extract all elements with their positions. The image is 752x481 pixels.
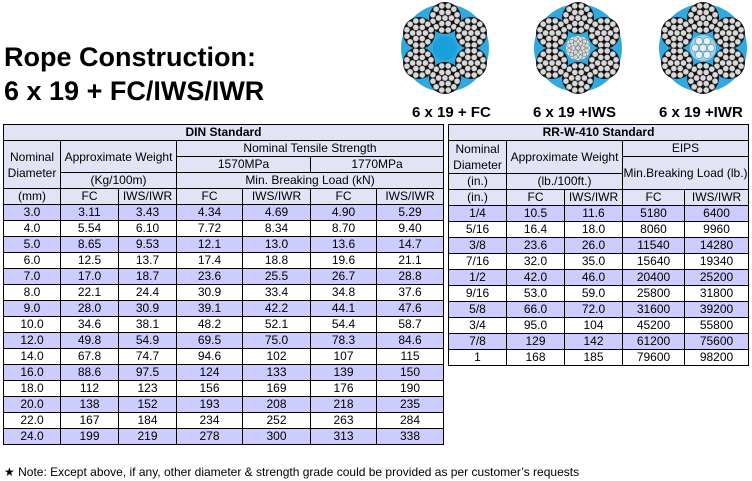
table-cell: 98200 xyxy=(685,350,749,366)
table-cell: 139 xyxy=(311,365,377,381)
table-cell: 313 xyxy=(311,429,377,445)
table-cell: 38.1 xyxy=(119,317,177,333)
din-col-fc: FC xyxy=(61,189,119,205)
table-row xyxy=(4,365,444,381)
table-cell: 218 xyxy=(311,397,377,413)
table-cell: 61200 xyxy=(623,334,685,350)
table-cell: 5180 xyxy=(623,206,685,222)
table-cell: 10.0 xyxy=(4,317,61,333)
table-cell: 4.90 xyxy=(311,205,377,221)
star-icon: ★ xyxy=(4,465,15,479)
rrw-table-body xyxy=(449,206,749,366)
table-cell: 25200 xyxy=(685,270,749,286)
table-row xyxy=(4,381,444,397)
table-cell: 10.5 xyxy=(507,206,565,222)
table-cell: 13.6 xyxy=(311,237,377,253)
table-row xyxy=(4,269,444,285)
table-cell: 123 xyxy=(119,381,177,397)
table-row xyxy=(449,350,749,366)
rope-iws-caption: 6 x 19 +IWS xyxy=(533,104,616,121)
table-cell: 1/2 xyxy=(449,270,507,286)
rrw-col-iws: IWS/IWR xyxy=(685,190,749,206)
table-cell: 13.7 xyxy=(119,253,177,269)
table-cell: 4.0 xyxy=(4,221,61,237)
table-row xyxy=(4,317,444,333)
table-cell: 30.9 xyxy=(177,285,243,301)
table-cell: 219 xyxy=(119,429,177,445)
table-cell: 235 xyxy=(377,397,444,413)
rrw410-standard-table xyxy=(448,124,749,366)
table-cell: 47.6 xyxy=(377,301,444,317)
table-cell: 54.9 xyxy=(119,333,177,349)
rrw-weight-unit: (lb./100ft.) xyxy=(507,174,623,190)
table-cell: 176 xyxy=(311,381,377,397)
table-cell: 14.0 xyxy=(4,349,61,365)
table-cell: 7/8 xyxy=(449,334,507,350)
table-cell: 3.43 xyxy=(119,205,177,221)
table-cell: 184 xyxy=(119,413,177,429)
table-cell: 18.0 xyxy=(4,381,61,397)
table-cell: 5/8 xyxy=(449,302,507,318)
table-cell: 31600 xyxy=(623,302,685,318)
table-cell: 16.4 xyxy=(507,222,565,238)
table-cell: 150 xyxy=(377,365,444,381)
table-cell: 16.0 xyxy=(4,365,61,381)
table-cell: 112 xyxy=(61,381,119,397)
rrw-title: RR-W-410 Standard xyxy=(449,125,749,141)
table-cell: 45200 xyxy=(623,318,685,334)
page-title xyxy=(4,40,264,108)
rrw-col-iws: IWS/IWR xyxy=(565,190,623,206)
table-cell: 37.6 xyxy=(377,285,444,301)
table-cell: 300 xyxy=(243,429,311,445)
title-line-2: 6 x 19 + FC/IWS/IWR xyxy=(4,76,265,106)
table-cell: 11540 xyxy=(623,238,685,254)
table-cell: 124 xyxy=(177,365,243,381)
table-row xyxy=(449,270,749,286)
table-cell: 78.3 xyxy=(311,333,377,349)
table-cell: 79600 xyxy=(623,350,685,366)
table-cell: 88.6 xyxy=(61,365,119,381)
table-cell: 9.53 xyxy=(119,237,177,253)
table-row xyxy=(4,237,444,253)
table-cell: 34.8 xyxy=(311,285,377,301)
table-row xyxy=(449,238,749,254)
table-cell: 1/4 xyxy=(449,206,507,222)
table-cell: 20.0 xyxy=(4,397,61,413)
table-cell: 39.1 xyxy=(177,301,243,317)
rrw-unit-in: (in.) xyxy=(449,190,507,206)
table-cell: 31800 xyxy=(685,286,749,302)
table-cell: 102 xyxy=(243,349,311,365)
table-cell: 26.7 xyxy=(311,269,377,285)
table-cell: 20400 xyxy=(623,270,685,286)
table-cell: 5/16 xyxy=(449,222,507,238)
table-cell: 97.5 xyxy=(119,365,177,381)
rrw-nominal-diameter-header: Nominal Diameter xyxy=(449,141,507,174)
table-cell: 9960 xyxy=(685,222,749,238)
table-cell: 9.0 xyxy=(4,301,61,317)
table-cell: 152 xyxy=(119,397,177,413)
table-cell: 7/16 xyxy=(449,254,507,270)
table-cell: 129 xyxy=(507,334,565,350)
table-cell: 59.0 xyxy=(565,286,623,302)
table-cell: 13.0 xyxy=(243,237,311,253)
din-col-fc: FC xyxy=(311,189,377,205)
table-cell: 12.0 xyxy=(4,333,61,349)
table-cell: 107 xyxy=(311,349,377,365)
table-cell: 3/4 xyxy=(449,318,507,334)
table-cell: 9.40 xyxy=(377,221,444,237)
table-row xyxy=(4,301,444,317)
table-cell: 23.6 xyxy=(177,269,243,285)
table-cell: 39200 xyxy=(685,302,749,318)
table-cell: 24.4 xyxy=(119,285,177,301)
table-cell: 169 xyxy=(243,381,311,397)
table-cell: 263 xyxy=(311,413,377,429)
table-cell: 5.29 xyxy=(377,205,444,221)
table-cell: 193 xyxy=(177,397,243,413)
table-row xyxy=(4,397,444,413)
table-cell: 28.0 xyxy=(61,301,119,317)
table-cell: 75600 xyxy=(685,334,749,350)
table-cell: 7.0 xyxy=(4,269,61,285)
table-row xyxy=(449,302,749,318)
table-cell: 32.0 xyxy=(507,254,565,270)
table-cell: 14.7 xyxy=(377,237,444,253)
table-row xyxy=(449,254,749,270)
footnote xyxy=(4,465,579,479)
table-cell: 3/8 xyxy=(449,238,507,254)
table-cell: 22.1 xyxy=(61,285,119,301)
table-row xyxy=(4,285,444,301)
din-table-body xyxy=(4,205,444,445)
table-cell: 30.9 xyxy=(119,301,177,317)
table-cell: 284 xyxy=(377,413,444,429)
table-row xyxy=(4,205,444,221)
table-row xyxy=(4,333,444,349)
table-cell: 21.1 xyxy=(377,253,444,269)
table-cell: 26.0 xyxy=(565,238,623,254)
table-cell: 338 xyxy=(377,429,444,445)
table-cell: 9/16 xyxy=(449,286,507,302)
table-cell: 167 xyxy=(61,413,119,429)
table-cell: 252 xyxy=(243,413,311,429)
table-row xyxy=(4,413,444,429)
table-cell: 46.0 xyxy=(565,270,623,286)
footnote-text: Note: Except above, if any, other diameter & strength grade could be provided as per customer’s requests xyxy=(18,465,580,479)
din-unit-mm: (mm) xyxy=(4,189,61,205)
rope-fc-caption: 6 x 19 + FC xyxy=(412,104,491,121)
table-cell: 5.0 xyxy=(4,237,61,253)
table-cell: 1 xyxy=(449,350,507,366)
table-cell: 3.11 xyxy=(61,205,119,221)
din-nominal-diameter-header: Nominal Diameter xyxy=(4,141,61,189)
table-cell: 133 xyxy=(243,365,311,381)
table-cell: 34.6 xyxy=(61,317,119,333)
rrw-col-fc: FC xyxy=(623,190,685,206)
rrw-unit-in: (in.) xyxy=(449,174,507,190)
table-cell: 156 xyxy=(177,381,243,397)
table-cell: 35.0 xyxy=(565,254,623,270)
table-cell: 138 xyxy=(61,397,119,413)
table-cell: 17.4 xyxy=(177,253,243,269)
rrw-col-fc: FC xyxy=(507,190,565,206)
table-cell: 18.7 xyxy=(119,269,177,285)
table-cell: 104 xyxy=(565,318,623,334)
table-cell: 5.54 xyxy=(61,221,119,237)
table-cell: 72.0 xyxy=(565,302,623,318)
table-cell: 58.7 xyxy=(377,317,444,333)
table-cell: 11.6 xyxy=(565,206,623,222)
table-cell: 22.0 xyxy=(4,413,61,429)
table-cell: 66.0 xyxy=(507,302,565,318)
title-line-1: Rope Construction: xyxy=(4,42,256,72)
table-cell: 53.0 xyxy=(507,286,565,302)
table-cell: 12.1 xyxy=(177,237,243,253)
din-approx-weight-header: Approximate Weight xyxy=(61,141,177,173)
table-cell: 14280 xyxy=(685,238,749,254)
table-cell: 19340 xyxy=(685,254,749,270)
din-min-breaking-header: Min. Breaking Load (kN) xyxy=(177,173,444,189)
table-cell: 4.69 xyxy=(243,205,311,221)
table-cell: 185 xyxy=(565,350,623,366)
table-cell: 190 xyxy=(377,381,444,397)
table-cell: 19.6 xyxy=(311,253,377,269)
table-cell: 208 xyxy=(243,397,311,413)
table-cell: 8.70 xyxy=(311,221,377,237)
table-row xyxy=(449,318,749,334)
table-cell: 8.0 xyxy=(4,285,61,301)
table-row xyxy=(449,334,749,350)
din-title: DIN Standard xyxy=(4,125,444,141)
table-cell: 95.0 xyxy=(507,318,565,334)
table-row xyxy=(4,253,444,269)
rope-iwr-caption: 6 x 19 +IWR xyxy=(659,104,743,121)
table-cell: 278 xyxy=(177,429,243,445)
table-cell: 234 xyxy=(177,413,243,429)
table-cell: 42.0 xyxy=(507,270,565,286)
rrw-grade-eips: EIPS xyxy=(623,141,749,157)
table-cell: 18.8 xyxy=(243,253,311,269)
rope-iwr-cross-section xyxy=(652,0,752,96)
table-cell: 55800 xyxy=(685,318,749,334)
table-cell: 15640 xyxy=(623,254,685,270)
table-cell: 4.34 xyxy=(177,205,243,221)
table-cell: 33.4 xyxy=(243,285,311,301)
din-col-iws: IWS/IWR xyxy=(243,189,311,205)
table-row xyxy=(449,206,749,222)
table-row xyxy=(4,221,444,237)
table-cell: 25.5 xyxy=(243,269,311,285)
din-col-iws: IWS/IWR xyxy=(377,189,444,205)
din-weight-unit: (Kg/100m) xyxy=(61,173,177,189)
table-cell: 52.1 xyxy=(243,317,311,333)
table-cell: 67.8 xyxy=(61,349,119,365)
rope-iws-cross-section xyxy=(527,0,629,96)
table-cell: 74.7 xyxy=(119,349,177,365)
din-standard-table xyxy=(3,124,444,445)
table-cell: 24.0 xyxy=(4,429,61,445)
table-cell: 115 xyxy=(377,349,444,365)
rope-fc-cross-section xyxy=(394,0,496,96)
table-cell: 8060 xyxy=(623,222,685,238)
table-cell: 17.0 xyxy=(61,269,119,285)
rrw-approx-weight-header: Approximate Weight xyxy=(507,141,623,174)
table-cell: 6.0 xyxy=(4,253,61,269)
table-row xyxy=(449,286,749,302)
table-row xyxy=(449,222,749,238)
table-cell: 44.1 xyxy=(311,301,377,317)
table-cell: 54.4 xyxy=(311,317,377,333)
table-cell: 69.5 xyxy=(177,333,243,349)
rrw-min-breaking-header: Min.Breaking Load (lb.) xyxy=(623,157,749,190)
table-cell: 18.0 xyxy=(565,222,623,238)
table-cell: 28.8 xyxy=(377,269,444,285)
table-cell: 48.2 xyxy=(177,317,243,333)
table-cell: 199 xyxy=(61,429,119,445)
table-cell: 25800 xyxy=(623,286,685,302)
table-cell: 84.6 xyxy=(377,333,444,349)
din-grade-1570: 1570MPa xyxy=(177,157,311,173)
table-cell: 75.0 xyxy=(243,333,311,349)
table-cell: 7.72 xyxy=(177,221,243,237)
table-cell: 8.34 xyxy=(243,221,311,237)
table-cell: 142 xyxy=(565,334,623,350)
table-cell: 6.10 xyxy=(119,221,177,237)
table-row xyxy=(4,349,444,365)
table-cell: 3.0 xyxy=(4,205,61,221)
table-cell: 168 xyxy=(507,350,565,366)
table-cell: 42.2 xyxy=(243,301,311,317)
table-cell: 12.5 xyxy=(61,253,119,269)
din-grade-1770: 1770MPa xyxy=(311,157,444,173)
table-cell: 49.8 xyxy=(61,333,119,349)
din-col-iws: IWS/IWR xyxy=(119,189,177,205)
din-col-fc: FC xyxy=(177,189,243,205)
din-nominal-tensile-header: Nominal Tensile Strength xyxy=(177,141,444,157)
table-cell: 8.65 xyxy=(61,237,119,253)
table-cell: 94.6 xyxy=(177,349,243,365)
table-row xyxy=(4,429,444,445)
table-cell: 6400 xyxy=(685,206,749,222)
table-cell: 23.6 xyxy=(507,238,565,254)
